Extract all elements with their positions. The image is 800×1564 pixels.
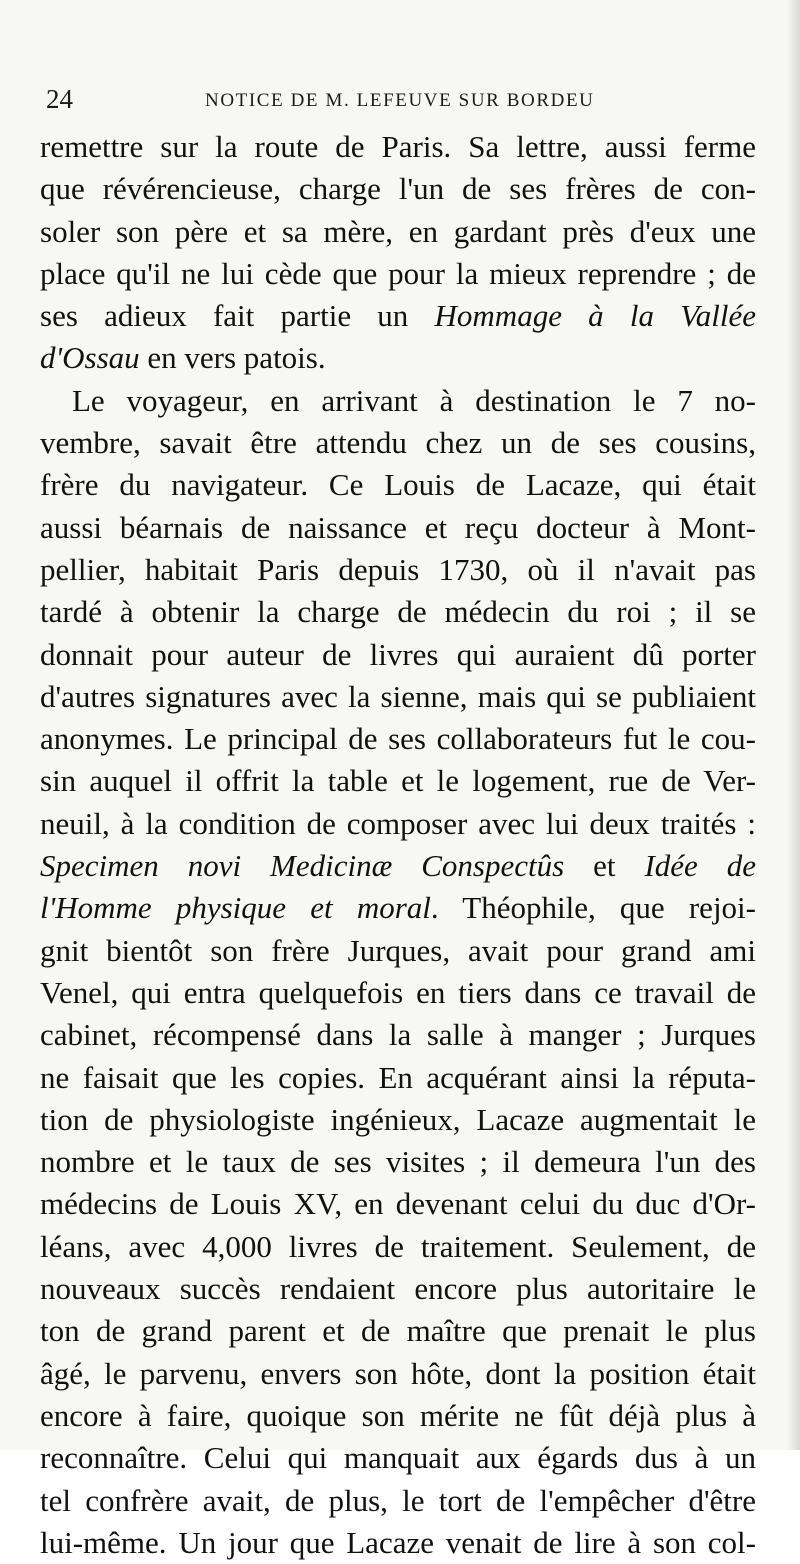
text-line: nouveaux succès rendaient encore plus autoritaire le (40, 1271, 756, 1307)
page-edge-shadow (786, 0, 800, 1450)
text-line: d'autres signatures avec la sienne, mais qui se publiaient (40, 678, 756, 714)
text-line: anonymes. Le principal de ses collaborateurs fut le cou- (40, 721, 756, 757)
text-line: gnit bientôt son frère Jurques, avait pour grand ami (40, 932, 756, 968)
text-line: frère du navigateur. Ce Louis de Lacaze, qui était (40, 467, 756, 503)
text-line: cabinet, récompensé dans la salle à manger ; Jurques (40, 1017, 756, 1053)
title-italic: Hommage à la Vallée (434, 298, 756, 334)
title-italic: l'Homme physique et moral (40, 890, 431, 926)
text-line: vembre, savait être attendu chez un de ses cousins, (40, 425, 756, 461)
title-italic: Specimen novi Medicinæ Conspectûs (40, 848, 565, 884)
text-line: âgé, le parvenu, envers son hôte, dont la position était (40, 1355, 756, 1391)
text-line: nombre et le taux de ses visites ; il demeura l'un des (40, 1144, 756, 1180)
text-line: neuil, à la condition de composer avec lui deux traités : (40, 805, 756, 841)
text-line: Le voyageur, en arrivant à destination le 7 no- (72, 382, 756, 418)
text-line: ses adieux fait partie un Hommage à la Vallée (40, 298, 756, 334)
text-line: ne faisait que les copies. En acquérant ainsi la réputa- (40, 1059, 756, 1095)
text-line: Specimen novi Medicinæ Conspectûs et Idée de (40, 848, 756, 884)
running-head: NOTICE DE M. LEFEUVE SUR BORDEU (205, 90, 595, 111)
text-line: sin auquel il offrit la table et le logement, rue de Ver- (40, 763, 756, 799)
text-line: tel confrère avait, de plus, le tort de l'empêcher d'être (40, 1482, 756, 1518)
text-line: ton de grand parent et de maître que prenait le plus (40, 1313, 756, 1349)
text-line: d'Ossau en vers patois. (40, 340, 326, 376)
body-text (40, 126, 756, 1564)
text-line: donnait pour auteur de livres qui auraient dû porter (40, 636, 756, 672)
text-line: lui-même. Un jour que Lacaze venait de lire à son col- (40, 1524, 756, 1560)
text-line: place qu'il ne lui cède que pour la mieux reprendre ; de (40, 255, 756, 291)
page-number: 24 (46, 84, 73, 114)
text-line: remettre sur la route de Paris. Sa lettre, aussi ferme (40, 129, 756, 164)
title-italic: d'Ossau (40, 340, 140, 376)
page-header (40, 82, 760, 118)
text-line: léans, avec 4,000 livres de traitement. Seulement, de (40, 1228, 756, 1264)
text-line: médecins de Louis XV, en devenant celui du duc d'Or- (40, 1186, 756, 1222)
text-line: que révérencieuse, charge l'un de ses frères de con- (40, 171, 756, 207)
title-italic: Idée de (644, 848, 756, 884)
text-line: soler son père et sa mère, en gardant près d'eux une (40, 213, 756, 249)
text-line: reconnaître. Celui qui manquait aux égards dus à un (40, 1440, 756, 1476)
text-line: encore à faire, quoique son mérite ne fût déjà plus à (40, 1397, 756, 1433)
text-line: aussi béarnais de naissance et reçu docteur à Mont- (40, 509, 756, 545)
text-line: pellier, habitait Paris depuis 1730, où il n'avait pas (40, 551, 756, 587)
text-line: tardé à obtenir la charge de médecin du roi ; il se (40, 594, 756, 630)
text-line: tion de physiologiste ingénieux, Lacaze augmentait le (40, 1101, 756, 1137)
text-line: Venel, qui entra quelquefois en tiers dans ce travail de (40, 974, 756, 1010)
text-line: l'Homme physique et moral. Théophile, que rejoi- (40, 890, 756, 926)
